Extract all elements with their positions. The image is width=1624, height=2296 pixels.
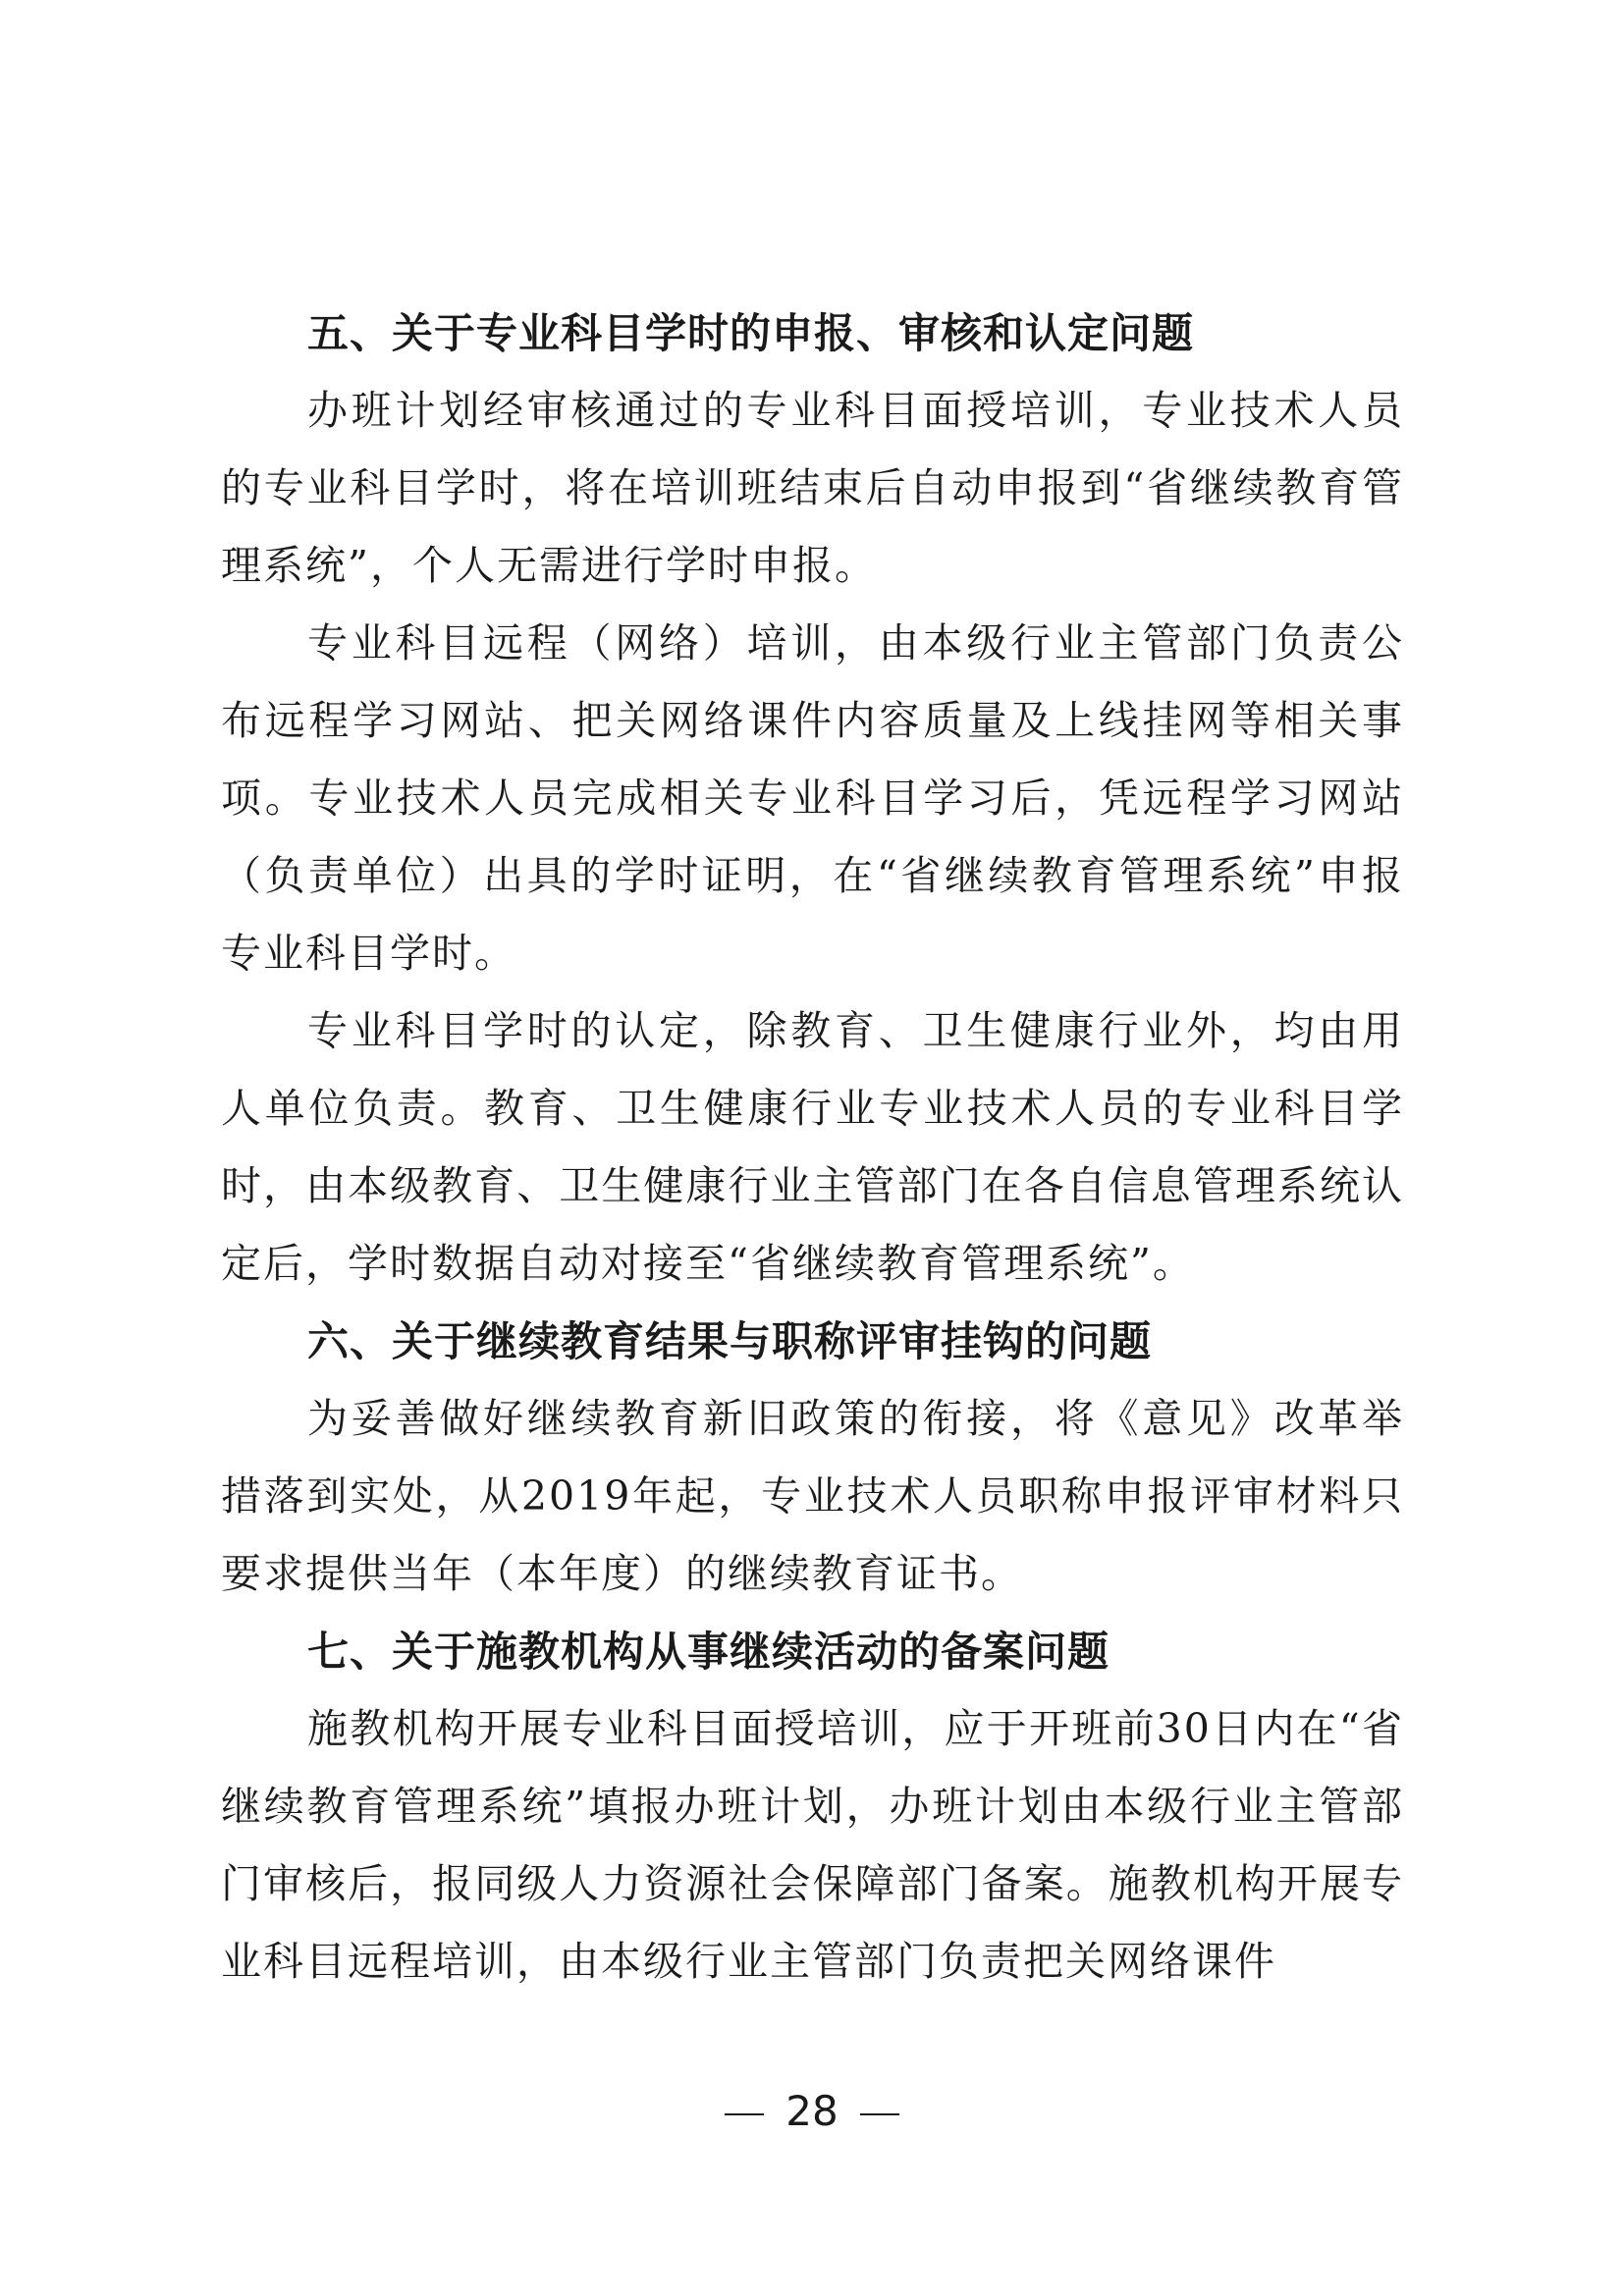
section-heading: 六、关于继续教育结果与职称评审挂钩的问题: [307, 1317, 1153, 1365]
section-5: [221, 294, 1404, 1303]
page-number: [0, 2087, 1624, 2136]
section-7: [221, 1613, 1404, 2001]
left-dash: [725, 2113, 764, 2115]
paragraph: 为妥善做好继续教育新旧政策的衔接，将《意见》改革举措落到实处，从2019年起，专业技术人员职称申报评审材料只要求提供当年（本年度）的继续教育证书。: [221, 1395, 1404, 1597]
section-6: [221, 1303, 1404, 1613]
paragraph: 办班计划经审核通过的专业科目面授培训，专业技术人员的专业科目学时，将在培训班结束后自动申报到“省继续教育管理系统”，个人无需进行学时申报。: [221, 387, 1404, 589]
document-body: [221, 294, 1404, 2001]
paragraph: 专业科目学时的认定，除教育、卫生健康行业外，均由用人单位负责。教育、卫生健康行业专业技术人员的专业科目学时，由本级教育、卫生健康行业主管部门在各自信息管理系统认定后，学时数据自动对接至“省继续教育管理系统”。: [221, 1007, 1404, 1287]
right-dash: [860, 2113, 899, 2115]
section-heading: 七、关于施教机构从事继续活动的备案问题: [307, 1628, 1110, 1676]
section-heading: 五、关于专业科目学时的申报、审核和认定问题: [307, 309, 1195, 357]
page-number-value: 28: [785, 2087, 839, 2135]
paragraph: 专业科目远程（网络）培训，由本级行业主管部门负责公布远程学习网站、把关网络课件内容质量及上线挂网等相关事项。专业技术人员完成相关专业科目学习后，凭远程学习网站（负责单位）出具的学时证明，在“省继续教育管理系统”申报专业科目学时。: [221, 619, 1404, 977]
paragraph: 施教机构开展专业科目面授培训，应于开班前30日内在“省继续教育管理系统”填报办班计划，办班计划由本级行业主管部门审核后，报同级人力资源社会保障部门备案。施教机构开展专业科目远程培训，由本级行业主管部门负责把关网络课件: [221, 1705, 1404, 1985]
